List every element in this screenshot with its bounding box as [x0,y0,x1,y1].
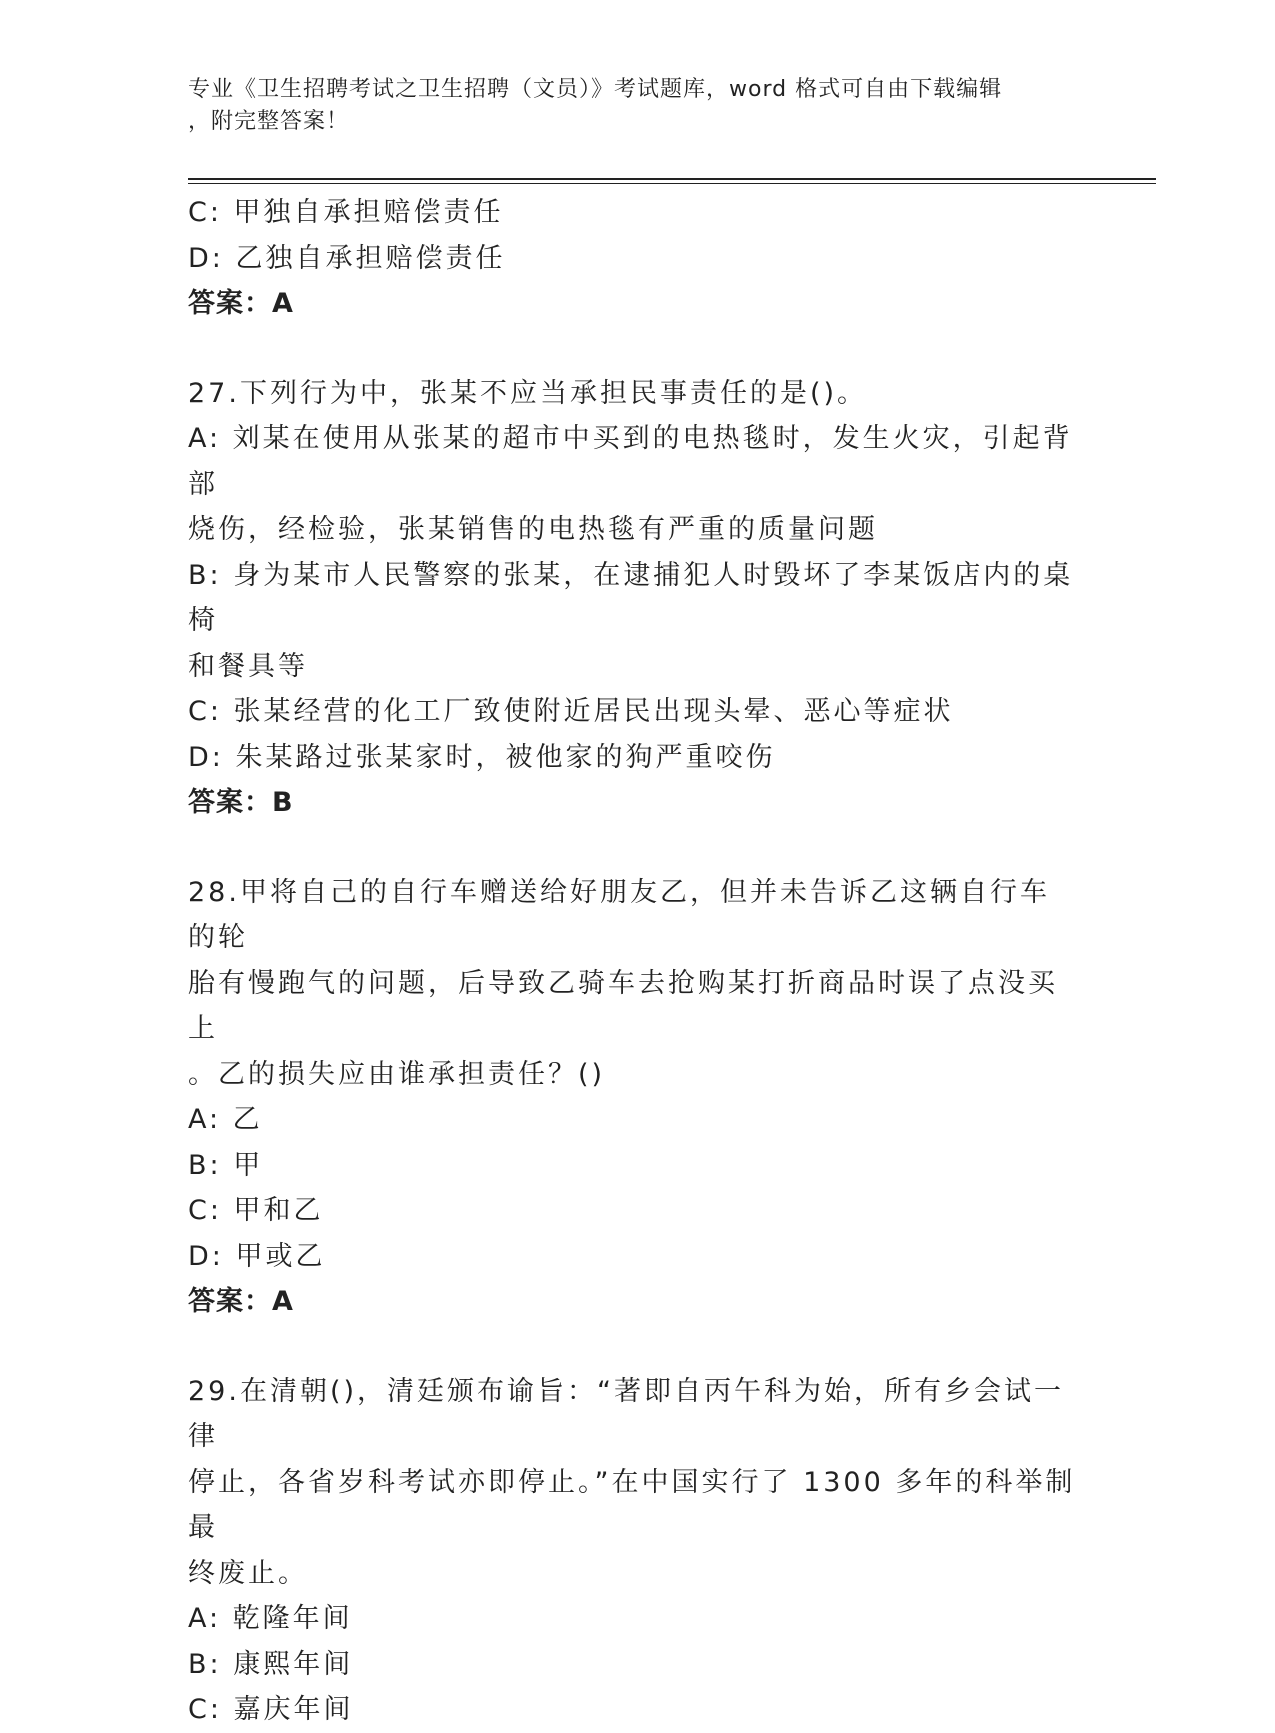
option-c: C: 张某经营的化工厂致使附近居民出现头晕、恶心等症状 [188,696,954,727]
option-c: C: 甲和乙 [188,1195,324,1226]
option-d: D: 朱某路过张某家时，被他家的狗严重咬伤 [188,741,776,773]
answer: 答案：A [188,1286,294,1317]
answer: 答案：B [188,787,294,818]
question-text: 27.下列行为中，张某不应当承担民事责任的是()。 [188,377,868,409]
question-text: 29.在清朝()，清廷颁布谕旨：“著即自丙午科为始，所有乡会试一律 [188,1375,1064,1452]
question-29 [188,1369,1078,1733]
question-text-continued: 胎有慢跑气的问题，后导致乙骑车去抢购某打折商品时误了点没买上 [188,967,1058,1044]
option-d: D: 乙独自承担赔偿责任 [188,242,506,274]
question-list [188,190,1078,1733]
option-a-continued: 烧伤，经检验，张某销售的电热毯有严重的质量问题 [188,514,878,545]
option-a: A: 刘某在使用从张某的超市中买到的电热毯时，发生火灾，引起背部 [188,423,1073,500]
question-28 [188,870,1078,1325]
question-text-continued: 终废止。 [188,1557,308,1589]
page-header [188,74,1068,138]
option-c: C: 嘉庆年间 [188,1694,354,1725]
header-title-line-2: ，附完整答案！ [188,109,350,134]
answer: 答案：A [188,288,294,319]
question-text-continued: 停止，各省岁科考试亦即停止。”在中国实行了 1300 多年的科举制最 [188,1466,1076,1543]
option-b-continued: 和餐具等 [188,650,308,682]
option-b: B: 甲 [188,1149,264,1181]
option-b: B: 身为某市人民警察的张某，在逮捕犯人时毁坏了李某饭店内的桌椅 [188,559,1074,636]
question-text: 28.甲将自己的自行车赠送给好朋友乙，但并未告诉乙这辆自行车的轮 [188,876,1050,953]
header-divider-thin [188,183,1156,184]
question-27 [188,371,1078,826]
header-title-line-1: 专业《卫生招聘考试之卫生招聘（文员）》考试题库，word 格式可自由下载编辑 [188,77,1003,102]
option-d: D: 甲或乙 [188,1240,326,1272]
option-c: C: 甲独自承担赔偿责任 [188,197,504,228]
question-text-continued: 。乙的损失应由谁承担责任？() [188,1058,606,1090]
header-divider-thick [188,178,1156,180]
option-b: B: 康熙年间 [188,1648,354,1680]
option-a: A: 乾隆年间 [188,1603,353,1634]
option-a: A: 乙 [188,1104,263,1135]
question-26 [188,190,1078,327]
